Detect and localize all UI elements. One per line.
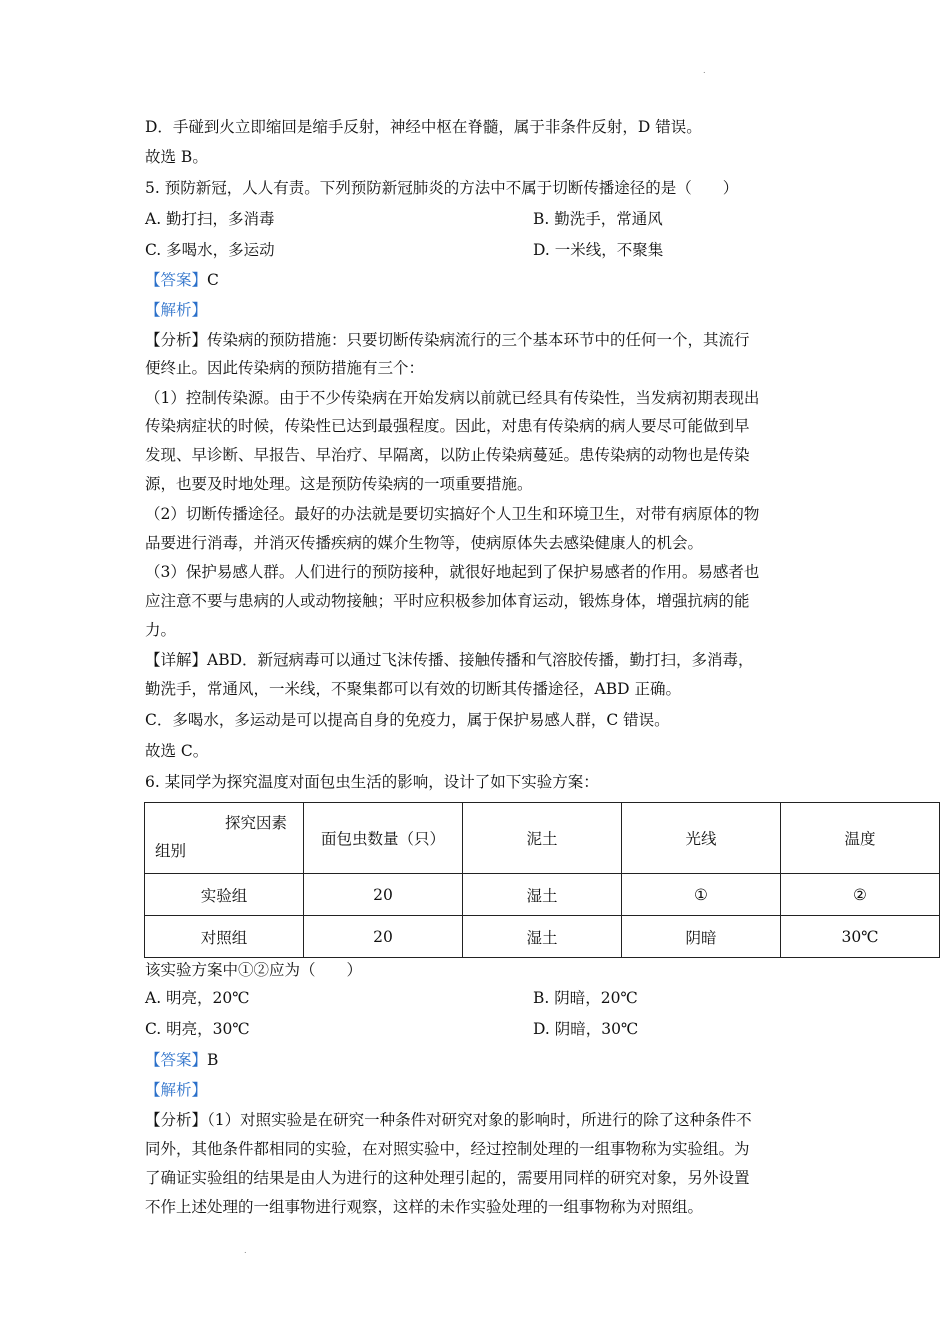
q5-detail-line: 勤洗手，常通风，一米线，不聚集都可以有效的切断其传播途径，ABD 正确。 xyxy=(145,680,681,698)
table-cell: 20 xyxy=(304,874,463,916)
q6-analysis-line: 不作上述处理的一组事物进行观察，这样的未作实验处理的一组事物称为对照组。 xyxy=(145,1198,704,1216)
q5-conclusion: 故选 C。 xyxy=(145,742,209,760)
q4-option-d-explanation: D．手碰到火立即缩回是缩手反射，神经中枢在脊髓，属于非条件反射，D 错误。 xyxy=(145,118,702,136)
answer-value: C xyxy=(207,271,219,289)
table-corner-cell xyxy=(145,803,304,874)
q6-analysis-line: 【分析】（1）对照实验是在研究一种条件对研究对象的影响时，所进行的除了这种条件不 xyxy=(145,1111,752,1129)
q5-analysis-line: （3）保护易感人群。人们进行的预防接种，就很好地起到了保护易感者的作用。易感者也 xyxy=(145,563,760,581)
q6-stem: 6. 某同学为探究温度对面包虫生活的影响，设计了如下实验方案： xyxy=(145,773,599,791)
q5-analysis-line: 应注意不要与患病的人或动物接触；平时应积极参加体育运动，锻炼身体，增强抗病的能 xyxy=(145,592,750,610)
table-cell: 20 xyxy=(304,916,463,958)
table-row xyxy=(145,874,940,916)
table-header-cell: 光线 xyxy=(622,803,781,874)
table-cell: 阴暗 xyxy=(622,916,781,958)
table-cell: ② xyxy=(781,874,940,916)
q6-answer xyxy=(145,1050,218,1070)
q5-stem: 5. 预防新冠，人人有责。下列预防新冠肺炎的方法中不属于切断传播途径的是（ ） xyxy=(145,179,739,197)
q5-analysis-line: 便终止。因此传染病的预防措施有三个： xyxy=(145,359,425,377)
answer-tag: 【答案】 xyxy=(145,1051,208,1069)
table-cell: ① xyxy=(622,874,781,916)
q5-option-d: D. 一米线，不聚集 xyxy=(533,241,664,259)
q5-analysis-line: 源，也要及时地处理。这是预防传染病的一项重要措施。 xyxy=(145,475,533,493)
q6-analysis-line: 同外，其他条件都相同的实验，在对照实验中，经过控制处理的一组事物称为实验组。为 xyxy=(145,1140,750,1158)
q5-analysis-line: 力。 xyxy=(145,621,177,639)
q5-analysis-line: （1）控制传染源。由于不少传染病在开始发病以前就已经具有传染性，当发病初期表现出 xyxy=(145,389,760,407)
q6-option-a: A. 明亮，20℃ xyxy=(145,989,250,1007)
q5-detail-line: 【详解】ABD．新冠病毒可以通过飞沫传播、接触传播和气溶胶传播，勤打扫，多消毒， xyxy=(145,651,754,669)
table-group-cell: 对照组 xyxy=(145,916,304,958)
q5-option-c: C. 多喝水，多运动 xyxy=(145,241,275,259)
q5-analysis-tag: 【解析】 xyxy=(145,301,208,319)
q6-option-c: C. 明亮，30℃ xyxy=(145,1020,250,1038)
q6-analysis-line: 了确证实验组的结果是由人为进行的这种处理引起的，需要用同样的研究对象，另外设置 xyxy=(145,1169,750,1187)
q5-analysis-line: 传染病症状的时候，传染性已达到最强程度。因此，对患有传染病的病人要尽可能做到早 xyxy=(145,417,750,435)
q6-analysis-tag: 【解析】 xyxy=(145,1081,208,1099)
table-cell: 30℃ xyxy=(781,916,940,958)
table-cell: 湿土 xyxy=(463,874,622,916)
experiment-table xyxy=(144,802,940,958)
table-header-cell: 泥土 xyxy=(463,803,622,874)
q5-analysis-line: 品要进行消毒，并消灭传播疾病的媒介生物等，使病原体失去感染健康人的机会。 xyxy=(145,534,704,552)
q5-analysis-line: （2）切断传播途径。最好的办法就是要切实搞好个人卫生和环境卫生，对带有病原体的物 xyxy=(145,505,760,523)
table-cell: 湿土 xyxy=(463,916,622,958)
table-group-cell: 实验组 xyxy=(145,874,304,916)
q5-option-a: A. 勤打扫，多消毒 xyxy=(145,210,275,228)
q4-conclusion: 故选 B。 xyxy=(145,148,208,166)
q5-option-b: B. 勤洗手，常通风 xyxy=(533,210,663,228)
table-header-cell: 温度 xyxy=(781,803,940,874)
q5-answer xyxy=(145,270,219,290)
corner-group-label: 组别 xyxy=(155,842,187,860)
q5-detail-line: C．多喝水，多运动是可以提高自身的免疫力，属于保护易感人群，C 错误。 xyxy=(145,711,670,729)
answer-tag: 【答案】 xyxy=(145,271,208,289)
q6-question: 该实验方案中①②应为（ ） xyxy=(145,961,363,979)
table-header-cell: 面包虫数量（只） xyxy=(304,803,463,874)
q5-analysis-line: 【分析】传染病的预防措施：只要切断传染病流行的三个基本环节中的任何一个，其流行 xyxy=(145,331,750,349)
table-row xyxy=(145,916,940,958)
table-header-row xyxy=(145,803,940,874)
page-mark-bottom: . xyxy=(244,1246,247,1255)
answer-value: B xyxy=(207,1051,219,1069)
q6-option-d: D. 阴暗，30℃ xyxy=(533,1020,639,1038)
q6-option-b: B. 阴暗，20℃ xyxy=(533,989,638,1007)
q5-analysis-line: 发现、早诊断、早报告、早治疗、早隔离，以防止传染病蔓延。患传染病的动物也是传染 xyxy=(145,446,750,464)
corner-factor-label: 探究因素 xyxy=(224,814,287,832)
page-mark-top: . xyxy=(703,66,706,75)
